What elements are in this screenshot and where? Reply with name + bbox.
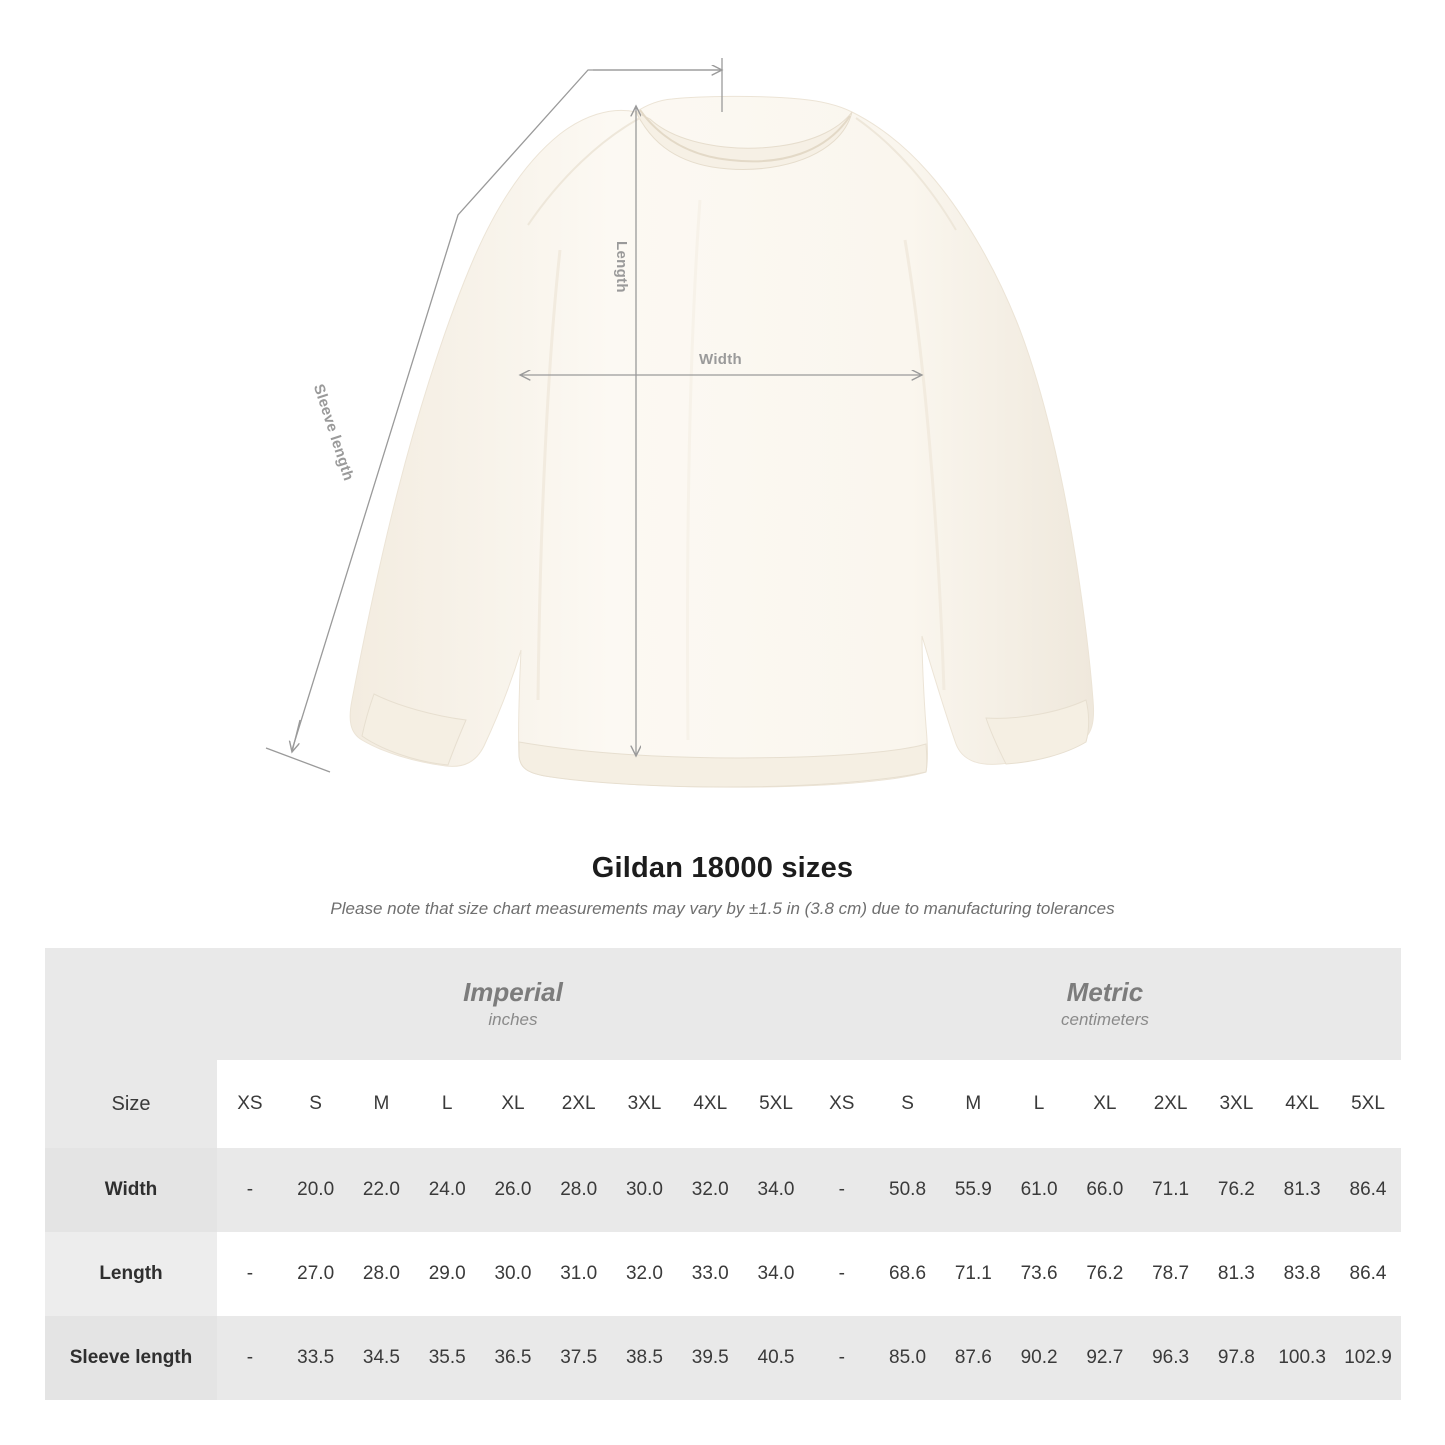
cell-width-metric-3xl: 76.2 bbox=[1203, 1148, 1269, 1232]
cell-length-imperial-4xl: 33.0 bbox=[677, 1232, 743, 1316]
size-col-imperial-3xl: 3XL bbox=[612, 1060, 678, 1148]
cell-sleeve-metric-5xl: 102.9 bbox=[1335, 1316, 1401, 1400]
cell-length-imperial-l: 29.0 bbox=[414, 1232, 480, 1316]
cell-length-metric-l: 73.6 bbox=[1006, 1232, 1072, 1316]
length-dimension-label: Length bbox=[613, 241, 630, 293]
cell-width-imperial-5xl: 34.0 bbox=[743, 1148, 809, 1232]
size-col-imperial-5xl: 5XL bbox=[743, 1060, 809, 1148]
size-header-row bbox=[45, 1060, 1401, 1148]
cell-length-imperial-m: 28.0 bbox=[349, 1232, 415, 1316]
size-col-metric-4xl: 4XL bbox=[1269, 1060, 1335, 1148]
unit-group-imperial bbox=[217, 948, 809, 1060]
sleeve-length-dimension-label: Sleeve length bbox=[309, 382, 358, 483]
unit-group-metric-name: Metric bbox=[1066, 976, 1144, 1007]
table-row bbox=[45, 1148, 1401, 1232]
cell-sleeve-metric-3xl: 97.8 bbox=[1203, 1316, 1269, 1400]
size-col-imperial-l: L bbox=[414, 1060, 480, 1148]
cell-sleeve-metric-xl: 92.7 bbox=[1072, 1316, 1138, 1400]
unit-header-row bbox=[45, 948, 1401, 1060]
cell-sleeve-imperial-4xl: 39.5 bbox=[677, 1316, 743, 1400]
cell-sleeve-imperial-xs: - bbox=[217, 1316, 283, 1400]
size-col-metric-m: M bbox=[940, 1060, 1006, 1148]
cell-sleeve-imperial-s: 33.5 bbox=[283, 1316, 349, 1400]
cell-sleeve-imperial-xl: 36.5 bbox=[480, 1316, 546, 1400]
size-table-wrapper bbox=[45, 948, 1401, 1400]
cell-sleeve-imperial-2xl: 37.5 bbox=[546, 1316, 612, 1400]
cell-length-metric-m: 71.1 bbox=[940, 1232, 1006, 1316]
cell-length-imperial-2xl: 31.0 bbox=[546, 1232, 612, 1316]
size-col-imperial-m: M bbox=[349, 1060, 415, 1148]
cell-width-metric-xl: 66.0 bbox=[1072, 1148, 1138, 1232]
cell-width-imperial-s: 20.0 bbox=[283, 1148, 349, 1232]
size-col-metric-xl: XL bbox=[1072, 1060, 1138, 1148]
size-table bbox=[45, 948, 1401, 1400]
size-header-label: Size bbox=[45, 1060, 217, 1148]
cell-width-imperial-xs: - bbox=[217, 1148, 283, 1232]
cell-length-metric-5xl: 86.4 bbox=[1335, 1232, 1401, 1316]
tolerance-note: Please note that size chart measurements may vary by ±1.5 in (3.8 cm) due to manufacturing tolerances bbox=[330, 899, 1115, 918]
cell-sleeve-metric-xs: - bbox=[809, 1316, 875, 1400]
cell-sleeve-imperial-5xl: 40.5 bbox=[743, 1316, 809, 1400]
cell-length-metric-3xl: 81.3 bbox=[1203, 1232, 1269, 1316]
unit-header-spacer bbox=[45, 948, 217, 1060]
row-label-length: Length bbox=[45, 1232, 217, 1316]
cell-sleeve-metric-4xl: 100.3 bbox=[1269, 1316, 1335, 1400]
unit-group-imperial-sub: inches bbox=[488, 1010, 538, 1030]
size-col-imperial-s: S bbox=[283, 1060, 349, 1148]
cell-length-metric-xl: 76.2 bbox=[1072, 1232, 1138, 1316]
cell-length-metric-xs: - bbox=[809, 1232, 875, 1316]
cell-length-imperial-5xl: 34.0 bbox=[743, 1232, 809, 1316]
cell-sleeve-imperial-m: 34.5 bbox=[349, 1316, 415, 1400]
cell-length-metric-2xl: 78.7 bbox=[1138, 1232, 1204, 1316]
cell-width-imperial-l: 24.0 bbox=[414, 1148, 480, 1232]
page-title: Gildan 18000 sizes bbox=[591, 852, 854, 884]
row-label-sleeve-length: Sleeve length bbox=[45, 1316, 217, 1400]
size-col-metric-s: S bbox=[875, 1060, 941, 1148]
cell-width-metric-xs: - bbox=[809, 1148, 875, 1232]
cell-sleeve-metric-s: 85.0 bbox=[875, 1316, 941, 1400]
cell-width-imperial-3xl: 30.0 bbox=[612, 1148, 678, 1232]
unit-group-metric bbox=[809, 948, 1401, 1060]
cell-width-metric-s: 50.8 bbox=[875, 1148, 941, 1232]
cell-length-metric-4xl: 83.8 bbox=[1269, 1232, 1335, 1316]
size-col-imperial-xs: XS bbox=[217, 1060, 283, 1148]
cell-width-imperial-2xl: 28.0 bbox=[546, 1148, 612, 1232]
size-col-imperial-xl: XL bbox=[480, 1060, 546, 1148]
table-row bbox=[45, 1232, 1401, 1316]
size-col-metric-3xl: 3XL bbox=[1203, 1060, 1269, 1148]
cell-width-imperial-4xl: 32.0 bbox=[677, 1148, 743, 1232]
cell-length-imperial-3xl: 32.0 bbox=[612, 1232, 678, 1316]
cell-length-imperial-s: 27.0 bbox=[283, 1232, 349, 1316]
size-col-imperial-2xl: 2XL bbox=[546, 1060, 612, 1148]
size-col-metric-5xl: 5XL bbox=[1335, 1060, 1401, 1148]
cell-width-metric-2xl: 71.1 bbox=[1138, 1148, 1204, 1232]
cell-length-imperial-xs: - bbox=[217, 1232, 283, 1316]
size-col-metric-l: L bbox=[1006, 1060, 1072, 1148]
width-dimension-label: Width bbox=[699, 351, 743, 368]
cell-sleeve-imperial-l: 35.5 bbox=[414, 1316, 480, 1400]
table-row bbox=[45, 1316, 1401, 1400]
size-col-metric-2xl: 2XL bbox=[1138, 1060, 1204, 1148]
unit-group-imperial-name: Imperial bbox=[463, 976, 563, 1007]
cell-width-imperial-xl: 26.0 bbox=[480, 1148, 546, 1232]
size-col-imperial-4xl: 4XL bbox=[677, 1060, 743, 1148]
cell-width-metric-l: 61.0 bbox=[1006, 1148, 1072, 1232]
cell-sleeve-metric-m: 87.6 bbox=[940, 1316, 1006, 1400]
cell-width-imperial-m: 22.0 bbox=[349, 1148, 415, 1232]
cell-length-metric-s: 68.6 bbox=[875, 1232, 941, 1316]
row-label-width: Width bbox=[45, 1148, 217, 1232]
cell-width-metric-4xl: 81.3 bbox=[1269, 1148, 1335, 1232]
cell-width-metric-5xl: 86.4 bbox=[1335, 1148, 1401, 1232]
cell-sleeve-metric-2xl: 96.3 bbox=[1138, 1316, 1204, 1400]
cell-width-metric-m: 55.9 bbox=[940, 1148, 1006, 1232]
cell-length-imperial-xl: 30.0 bbox=[480, 1232, 546, 1316]
cell-sleeve-imperial-3xl: 38.5 bbox=[612, 1316, 678, 1400]
cell-sleeve-metric-l: 90.2 bbox=[1006, 1316, 1072, 1400]
sweatshirt-shape bbox=[350, 96, 1093, 787]
unit-group-metric-sub: centimeters bbox=[1061, 1010, 1149, 1030]
size-col-metric-xs: XS bbox=[809, 1060, 875, 1148]
